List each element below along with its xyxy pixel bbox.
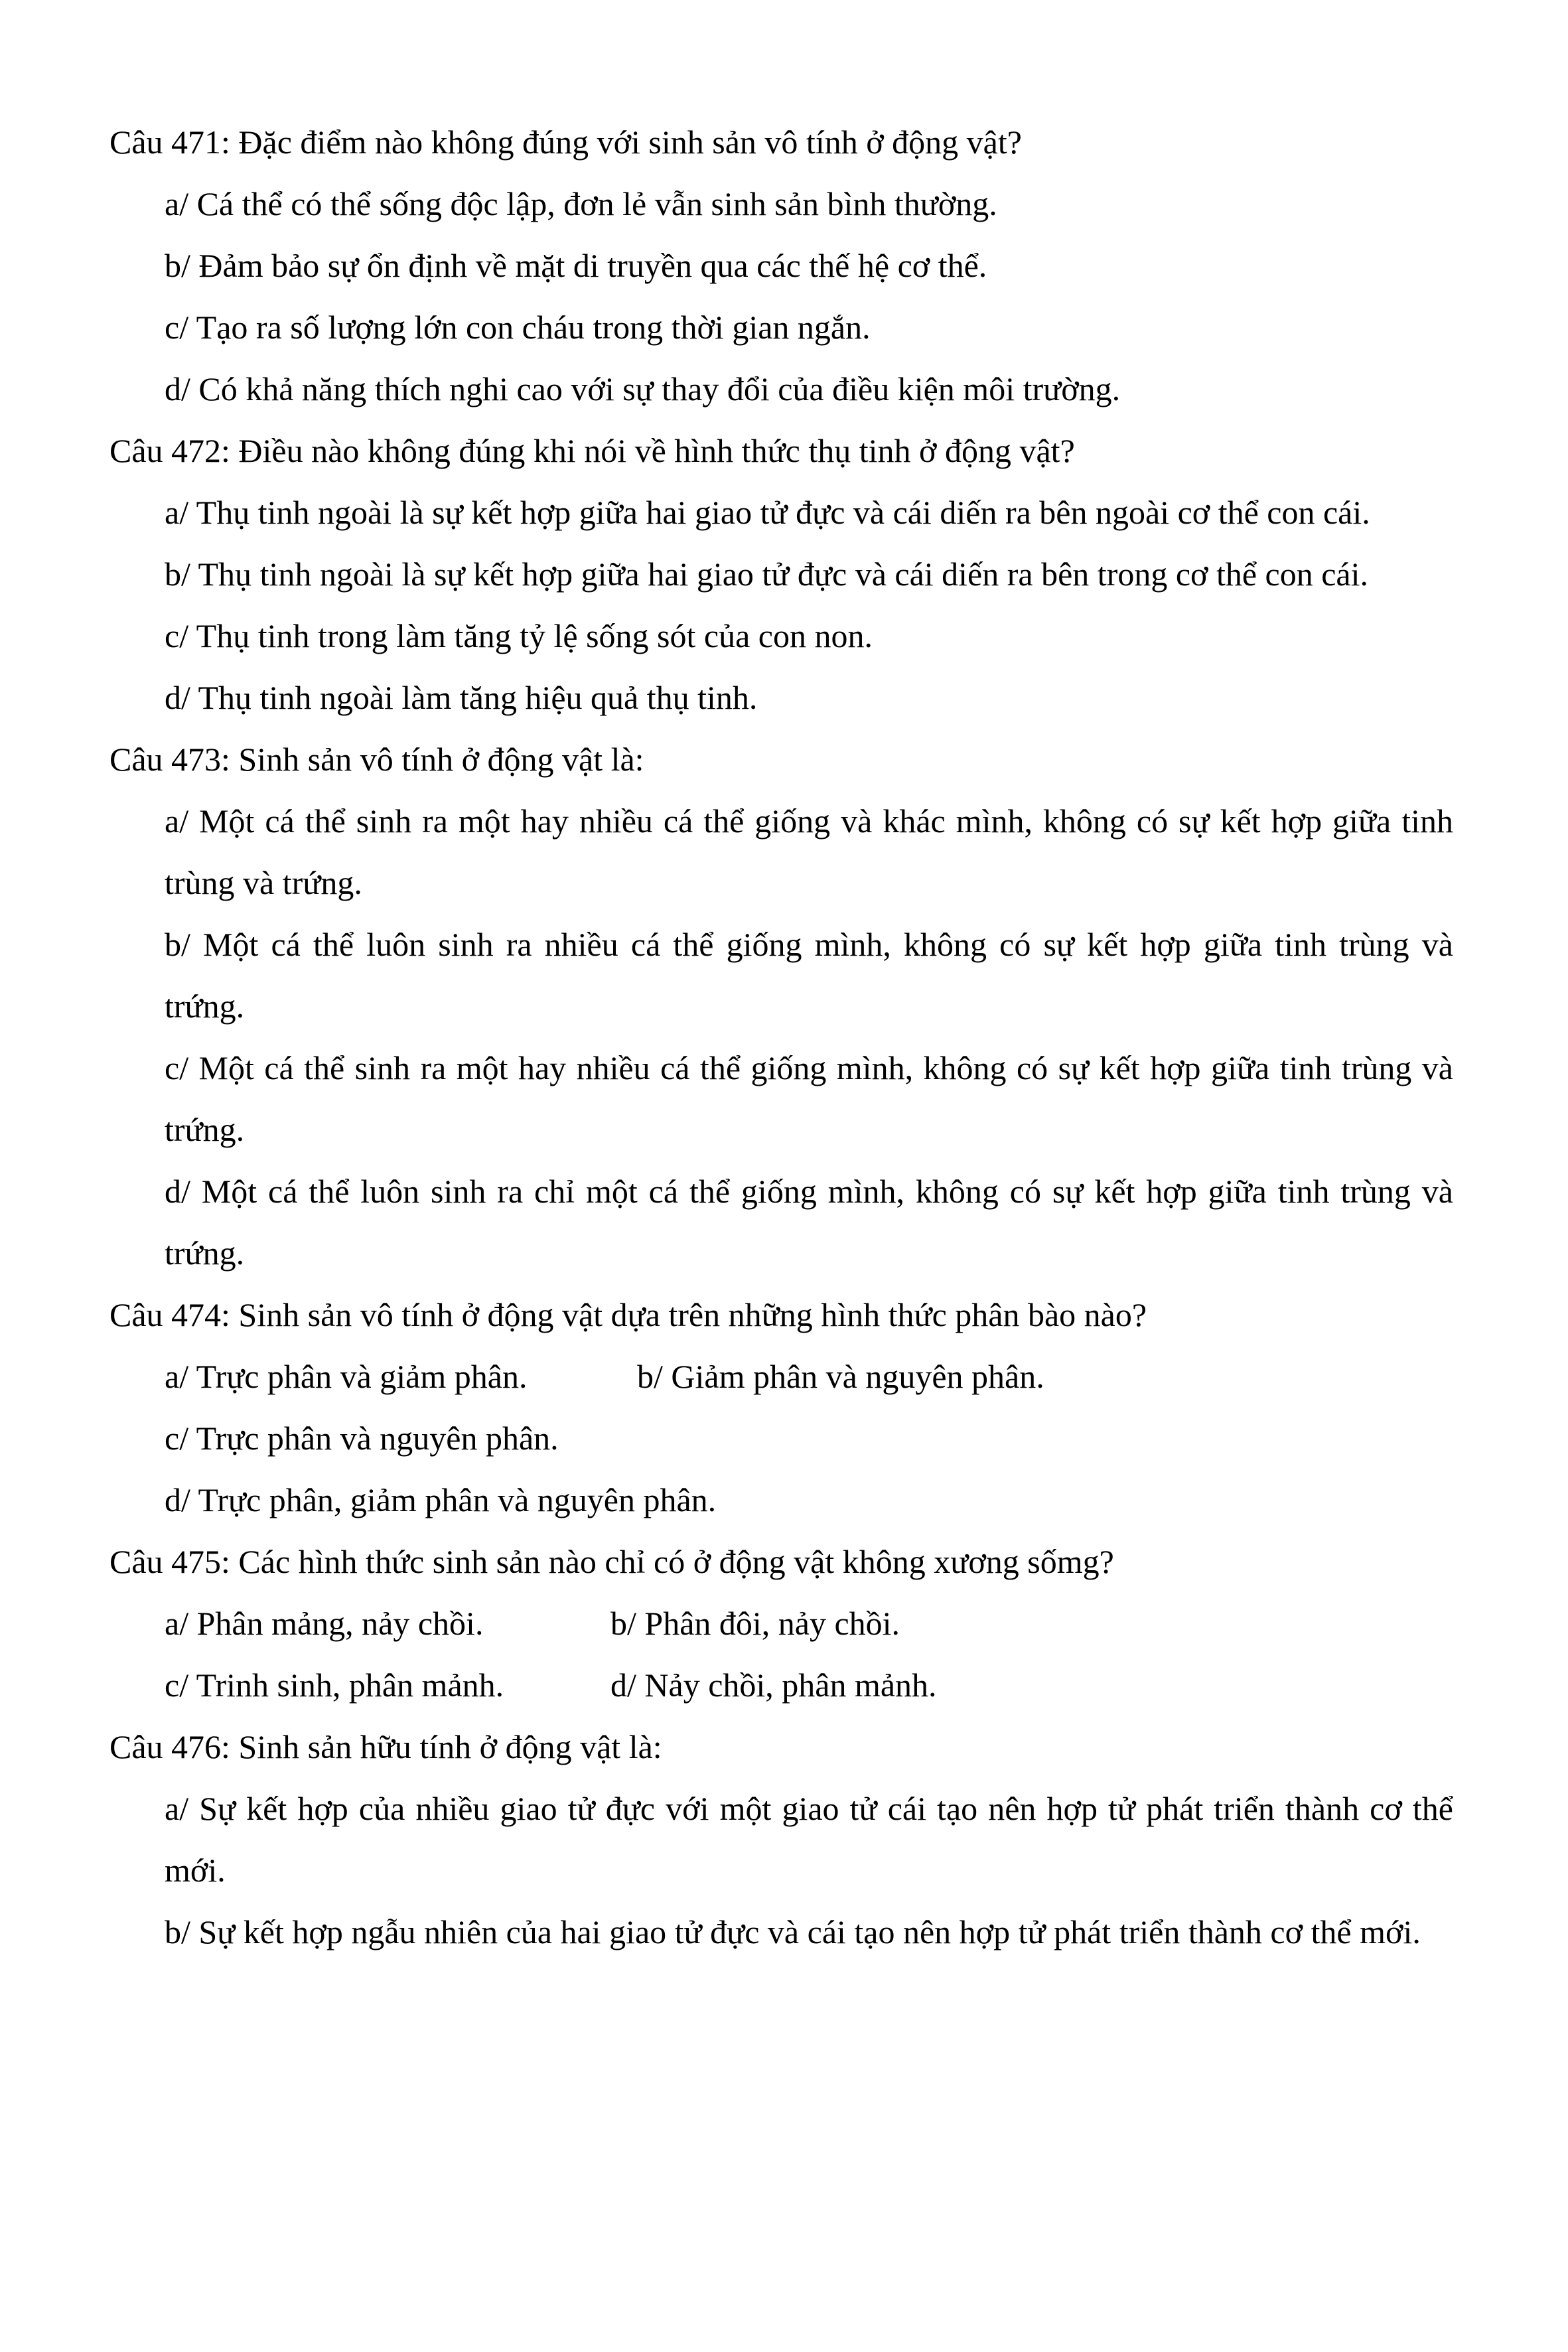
question-text: Câu 475: Các hình thức sinh sản nào chỉ có ở động vật không xương sốmg?	[109, 1543, 1114, 1580]
question-text: Câu 472: Điều nào không đúng khi nói về hình thức thụ tinh ở động vật?	[109, 432, 1075, 469]
option-b: b/ Một cá thể luôn sinh ra nhiều cá thể giống mình, không có sự kết hợp giữa tinh trùng và trứng.	[165, 926, 1453, 1025]
option-c: c/ Trinh sinh, phân mảnh.	[165, 1666, 504, 1704]
question-text: Câu 474: Sinh sản vô tính ở động vật dựa trên những hình thức phân bào nào?	[109, 1296, 1147, 1333]
option-a: a/ Cá thể có thể sống độc lập, đơn lẻ vẫn sinh sản bình thường.	[165, 185, 997, 222]
option-d: d/ Trực phân, giảm phân và nguyên phân.	[165, 1481, 717, 1518]
question-475	[109, 1531, 1453, 1716]
question-text: Câu 473: Sinh sản vô tính ở động vật là:	[109, 741, 644, 778]
option-d: d/ Nảy chồi, phân mảnh.	[610, 1666, 937, 1704]
option-b: b/ Thụ tinh ngoài là sự kết hợp giữa hai giao tử đực và cái diến ra bên trong cơ thể con cái.	[165, 555, 1369, 593]
question-472	[109, 420, 1453, 729]
option-d: d/ Một cá thể luôn sinh ra chỉ một cá thể giống mình, không có sự kết hợp giữa tinh trùng và trứng.	[165, 1173, 1453, 1272]
question-471	[109, 111, 1453, 420]
option-c: c/ Tạo ra số lượng lớn con cháu trong thời gian ngắn.	[165, 309, 871, 346]
question-text: Câu 476: Sinh sản hữu tính ở động vật là:	[109, 1728, 662, 1765]
question-list	[109, 111, 1453, 1963]
option-row	[165, 1346, 1453, 1408]
question-text: Câu 471: Đặc điểm nào không đúng với sinh sản vô tính ở động vật?	[109, 123, 1022, 161]
option-d: d/ Thụ tinh ngoài làm tăng hiệu quả thụ tinh.	[165, 679, 758, 716]
option-c: c/ Thụ tinh trong làm tăng tỷ lệ sống sót của con non.	[165, 617, 873, 654]
option-a: a/ Sự kết hợp của nhiều giao tử đực với một giao tử cái tạo nên hợp tử phát triển thành cơ thể mới.	[165, 1790, 1453, 1889]
option-c: c/ Trực phân và nguyên phân.	[165, 1420, 559, 1457]
option-row	[165, 1593, 1453, 1654]
option-a: a/ Trực phân và giảm phân.	[165, 1358, 528, 1395]
option-row	[165, 1654, 1453, 1716]
option-a: a/ Phân mảng, nảy chồi.	[165, 1605, 484, 1642]
option-c: c/ Một cá thể sinh ra một hay nhiều cá thể giống mình, không có sự kết hợp giữa tinh trùng và trứng.	[165, 1049, 1453, 1148]
question-476	[109, 1716, 1453, 1963]
option-d: d/ Có khả năng thích nghi cao với sự thay đổi của điều kiện môi trường.	[165, 370, 1121, 407]
question-473	[109, 729, 1453, 1284]
option-b: b/ Phân đôi, nảy chồi.	[610, 1605, 900, 1642]
option-b: b/ Sự kết hợp ngẫu nhiên của hai giao tử đực và cái tạo nên hợp tử phát triển thành cơ thể mới.	[165, 1913, 1421, 1950]
option-a: a/ Thụ tinh ngoài là sự kết hợp giữa hai giao tử đực và cái diến ra bên ngoài cơ thể con cái.	[165, 494, 1370, 531]
option-b: b/ Đảm bảo sự ổn định về mặt di truyền qua các thế hệ cơ thể.	[165, 247, 987, 284]
question-474	[109, 1284, 1453, 1531]
option-b: b/ Giảm phân và nguyên phân.	[637, 1358, 1044, 1395]
option-a: a/ Một cá thể sinh ra một hay nhiều cá thể giống và khác mình, không có sự kết hợp giữa tinh trùng và trứng.	[165, 802, 1453, 901]
